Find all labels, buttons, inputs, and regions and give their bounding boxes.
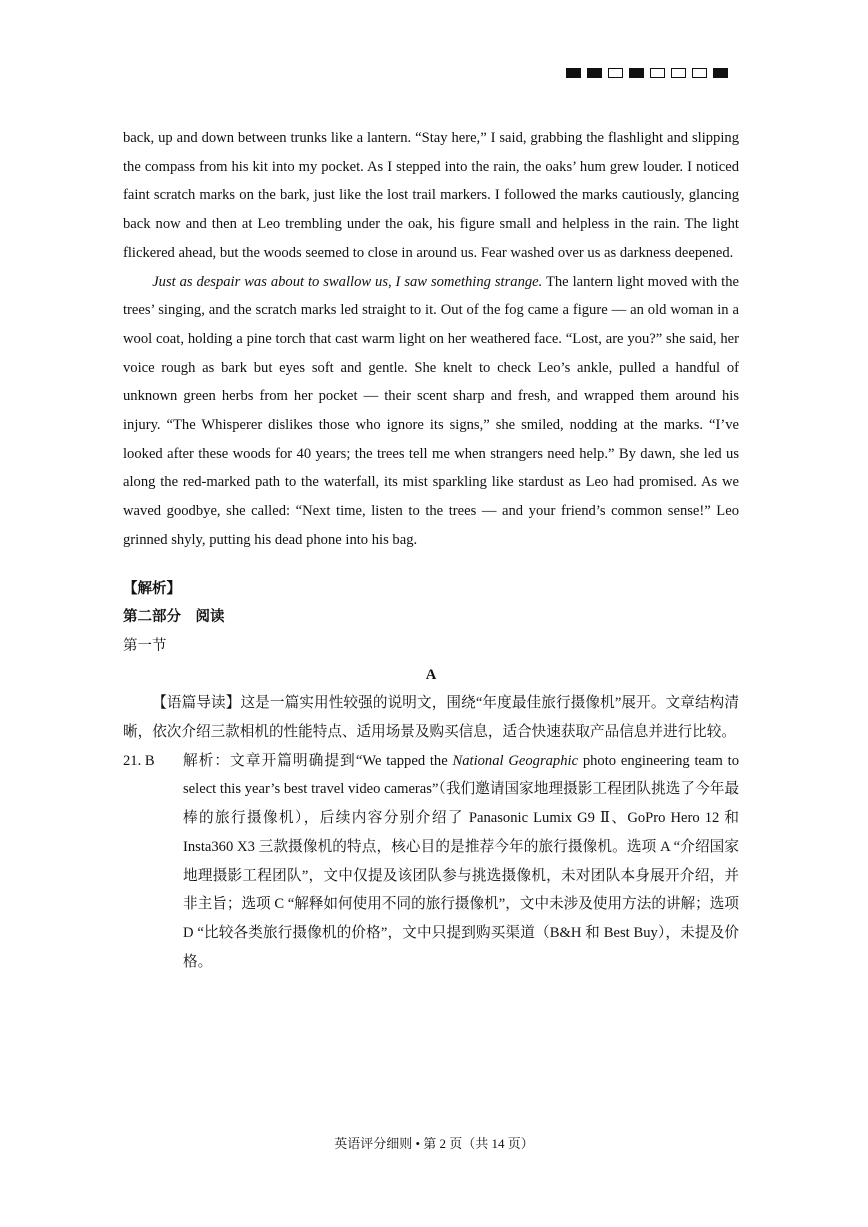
passage-guide: 【语篇导读】这是一篇实用性较强的说明文，围绕“年度最佳旅行摄像机”展开。文章结构清晰，依次介绍三款相机的性能特点、适用场景及购买信息，适合快速获取产品信息并进行比较。 [123,695,739,741]
header-mark [566,68,581,78]
story-italic-sentence: Just as despair was about to swallow us, I saw something strange. [152,273,543,290]
q21-italic: National Geographic [452,752,579,769]
page-content [123,124,739,976]
question-21 [123,747,739,977]
q21-text-1: 解析：文章开篇明确提到“We tapped the [183,752,453,769]
story-paragraph-2 [123,268,739,555]
page-footer: 英语评分细则 • 第 2 页（共 14 页） [334,1136,534,1151]
header-mark [650,68,665,78]
story-paragraph-2-text: The lantern light moved with the trees’ singing, and the scratch marks led straight to it. Out of the fog came a figure — an old woman in a wool coat, holding a pine torch that cast warm light on her weathered face. “Lost, are you?” she said, her voice rough as bark but eyes soft and gentle. She knelt to check Leo’s ankle, pulled a handful of unknown green herbs from her pocket — their scent sharp and fresh, and wrapped them around his injury. “The Whisperer dislikes those who ignore its signs,” she smiled, nodding at the marks. “I’ve looked after these woods for 40 years; the trees tell me when strangers need help.” By dawn, she led us along the red-marked path to the waterfall, its mist sparkling like stardust as Leo had promised. As we waved goodbye, she called: “Next time, listen to the trees — and your friend’s common sense!” Leo grinned shyly, putting his dead phone into his bag. [123,273,740,548]
header-mark [713,68,728,78]
header-mark [587,68,602,78]
header-mark [608,68,623,78]
header-mark [692,68,707,78]
part-title: 第二部分 阅读 [123,609,225,626]
story-paragraph-1: back, up and down between trunks like a lantern. “Stay here,” I said, grabbing the flashlight and slipping the compass from his kit into my pocket. As I stepped into the rain, the oaks’ hum grew louder. I noticed faint scratch marks on the bark, just like the lost trail markers. I followed the marks cautiously, glancing back now and then at Leo trembling under the oak, his figure small and helpless in the rain. The light flickered ahead, but the woods seemed to close in around us. Fear washed over us as darkness deepened. [123,130,739,261]
question-21-explanation [183,747,739,977]
header-marks [566,68,728,78]
q21-text-2: photo engineering team to select this year’s best travel video cameras”（我们邀请国家地理摄影工程团队挑选了今年最棒的旅行摄像机），后续内容分别介绍了 Panasonic Lumix G9 Ⅱ、GoPro Hero 12 和 Insta360 X3 三款摄像机的特点，核心目的是推荐今年的旅行摄像机。选项 A “介绍国家地理摄影工程团队”，文中仅提及该团队参与挑选摄像机，未对团队本身展开介绍，并非主旨；选项 C “解释如何使用不同的旅行摄像机”，文中未涉及使用方法的讲解；选项 D “比较各类旅行摄像机的价格”，文中只提到购买渠道（B&H 和 Best Buy），未提及价格。 [183,752,739,970]
header-mark [629,68,644,78]
passage-letter: A [425,666,437,683]
section-title: 第一节 [123,637,167,654]
analysis-tag: 【解析】 [123,580,181,597]
question-21-answer: 21. B [123,752,155,769]
header-mark [671,68,686,78]
